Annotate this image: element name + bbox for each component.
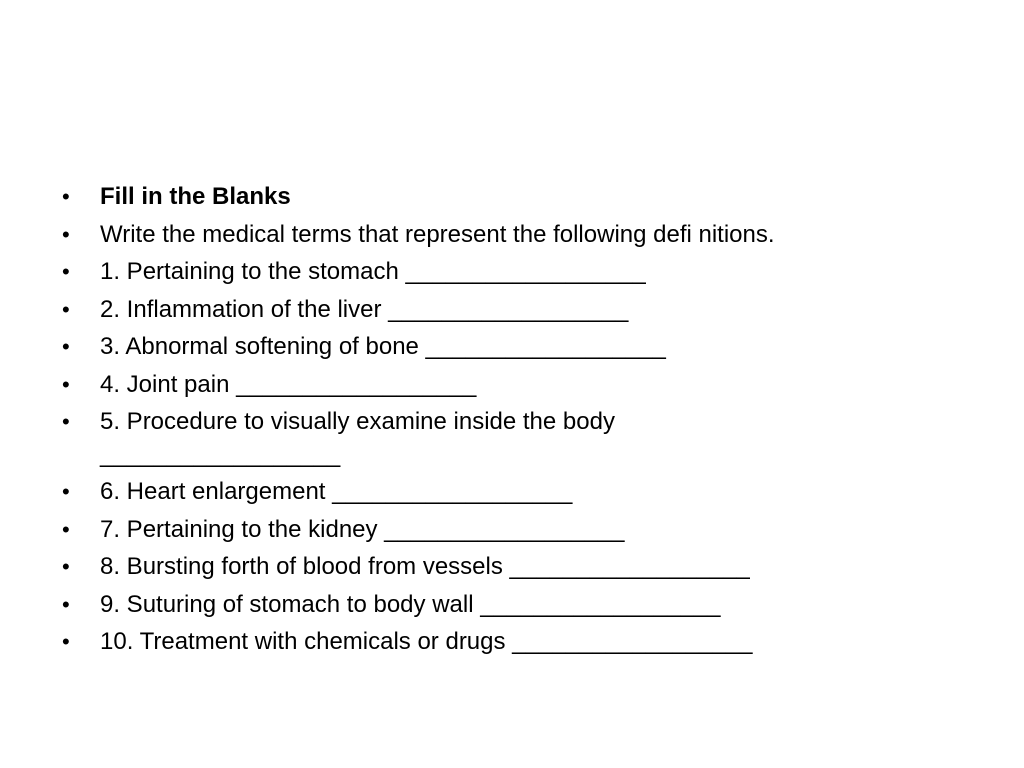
list-item-text: 8. Bursting forth of blood from vessels __________________ bbox=[100, 553, 750, 580]
bullet-list bbox=[62, 178, 962, 661]
bullet-dot-icon: • bbox=[62, 334, 70, 359]
list-item-question-8 bbox=[62, 548, 962, 586]
bullet-dot-icon: • bbox=[62, 371, 70, 397]
list-item-question-1 bbox=[62, 253, 962, 291]
list-item-text: 9. Suturing of stomach to body wall __________________ bbox=[100, 590, 721, 618]
bullet-dot-icon: • bbox=[62, 184, 70, 209]
list-item-question-10 bbox=[62, 623, 962, 661]
bullet-dot-icon: • bbox=[62, 296, 70, 322]
list-item-question-3 bbox=[62, 328, 962, 366]
list-item-text: 7. Pertaining to the kidney __________________ bbox=[100, 515, 625, 543]
list-item-question-5 bbox=[62, 403, 740, 473]
bullet-dot-icon: • bbox=[62, 221, 70, 247]
list-item-text: 4. Joint pain __________________ bbox=[100, 370, 477, 398]
list-item-instructions bbox=[62, 216, 962, 254]
list-item-question-6 bbox=[62, 473, 962, 511]
bullet-dot-icon: • bbox=[62, 259, 70, 284]
bullet-dot-icon: • bbox=[62, 409, 70, 434]
list-item-heading bbox=[62, 178, 962, 216]
list-item-text: 10. Treatment with chemicals or drugs __________________ bbox=[100, 628, 753, 655]
bullet-dot-icon: • bbox=[62, 629, 70, 654]
list-item-text: 3. Abnormal softening of bone __________________ bbox=[100, 333, 666, 360]
list-item-text: 6. Heart enlargement __________________ bbox=[100, 478, 573, 505]
list-item-text: Fill in the Blanks bbox=[100, 183, 291, 210]
list-item-question-9 bbox=[62, 586, 962, 624]
list-item-text: 2. Inflammation of the liver __________________ bbox=[100, 295, 629, 323]
bullet-dot-icon: • bbox=[62, 591, 70, 617]
list-item-text: 5. Procedure to visually examine inside the body __________________ bbox=[100, 408, 615, 468]
bullet-dot-icon: • bbox=[62, 554, 70, 579]
list-item-text: 1. Pertaining to the stomach __________________ bbox=[100, 258, 646, 285]
bullet-dot-icon: • bbox=[62, 516, 70, 542]
list-item-question-2 bbox=[62, 291, 962, 329]
list-item-text: Write the medical terms that represent the following defi nitions. bbox=[100, 220, 775, 248]
list-item-question-7 bbox=[62, 511, 962, 549]
list-item-question-4 bbox=[62, 366, 962, 404]
bullet-dot-icon: • bbox=[62, 479, 70, 504]
